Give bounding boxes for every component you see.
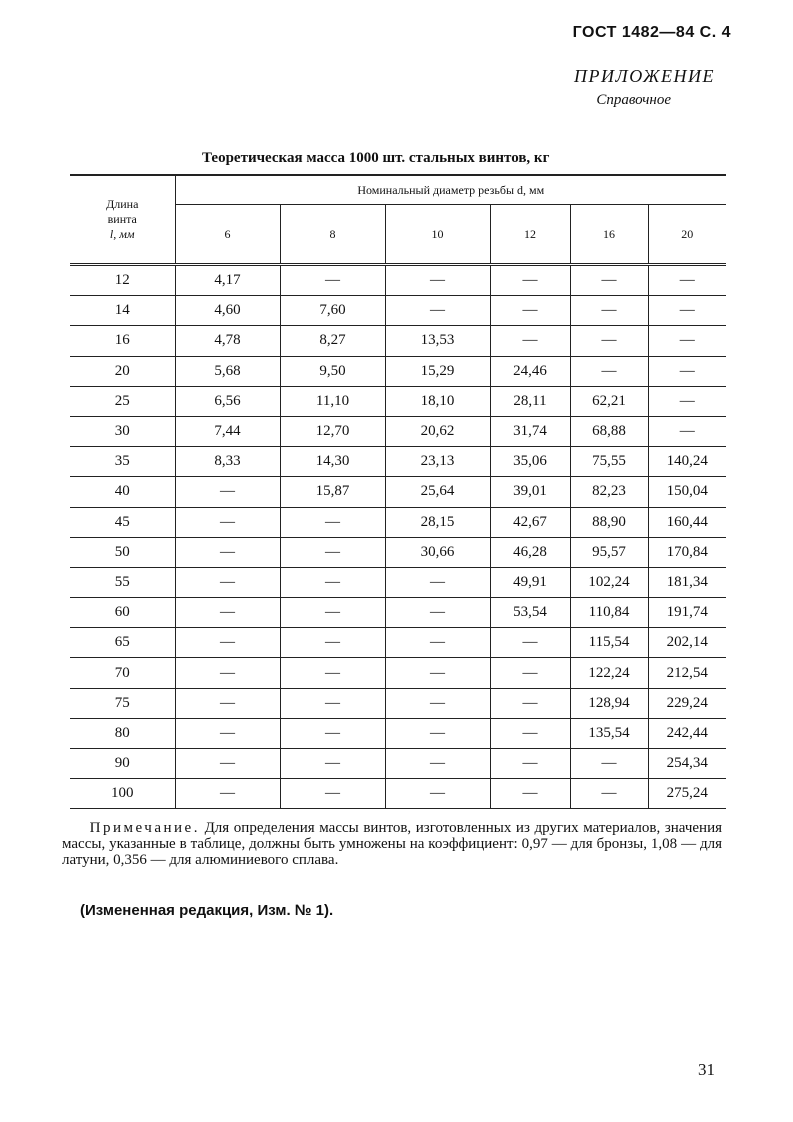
mass-value: 212,54 — [648, 658, 726, 688]
mass-value: 11,10 — [280, 386, 385, 416]
mass-value: 128,94 — [570, 688, 648, 718]
diameter-col-10: 10 — [385, 205, 490, 265]
mass-value: 88,90 — [570, 507, 648, 537]
mass-value: 102,24 — [570, 567, 648, 597]
mass-value: 62,21 — [570, 386, 648, 416]
mass-value: 181,34 — [648, 567, 726, 597]
screw-length: 20 — [70, 356, 175, 386]
screw-length: 90 — [70, 749, 175, 779]
mass-value: 68,88 — [570, 416, 648, 446]
mass-value: 4,78 — [175, 326, 280, 356]
mass-value: — — [175, 658, 280, 688]
mass-value: — — [648, 386, 726, 416]
table-row — [70, 265, 726, 296]
mass-value: — — [175, 718, 280, 748]
mass-value: 28,15 — [385, 507, 490, 537]
mass-value: — — [280, 265, 385, 296]
mass-value: — — [490, 658, 570, 688]
mass-value: — — [280, 537, 385, 567]
mass-value: 4,17 — [175, 265, 280, 296]
mass-value: — — [490, 718, 570, 748]
mass-value: 4,60 — [175, 296, 280, 326]
screw-length: 35 — [70, 447, 175, 477]
mass-value: — — [570, 326, 648, 356]
mass-table — [70, 174, 726, 809]
appendix-type: Справочное — [596, 92, 671, 108]
mass-value: 75,55 — [570, 447, 648, 477]
mass-value: — — [490, 779, 570, 809]
revision-note: (Измененная редакция, Изм. № 1). — [80, 902, 334, 919]
screw-length: 30 — [70, 416, 175, 446]
mass-value: — — [280, 507, 385, 537]
mass-value: 42,67 — [490, 507, 570, 537]
table-row — [70, 688, 726, 718]
mass-value: — — [648, 356, 726, 386]
mass-value: 229,24 — [648, 688, 726, 718]
mass-value: 6,56 — [175, 386, 280, 416]
mass-value: 35,06 — [490, 447, 570, 477]
mass-value: — — [385, 628, 490, 658]
screw-length: 12 — [70, 265, 175, 296]
diameter-col-16: 16 — [570, 205, 648, 265]
screw-length: 45 — [70, 507, 175, 537]
screw-length: 80 — [70, 718, 175, 748]
mass-value: — — [385, 718, 490, 748]
mass-value: 46,28 — [490, 537, 570, 567]
mass-value: — — [385, 265, 490, 296]
table-row — [70, 749, 726, 779]
mass-value: 95,57 — [570, 537, 648, 567]
diameter-col-8: 8 — [280, 205, 385, 265]
mass-value: — — [490, 628, 570, 658]
mass-value: — — [280, 658, 385, 688]
mass-value: — — [385, 296, 490, 326]
screw-length: 55 — [70, 567, 175, 597]
mass-value: — — [280, 628, 385, 658]
mass-value: — — [490, 265, 570, 296]
mass-value: 140,24 — [648, 447, 726, 477]
appendix-title: ПРИЛОЖЕНИЕ — [574, 66, 715, 86]
mass-value: — — [570, 265, 648, 296]
length-header-line3: l, мм — [109, 227, 135, 241]
mass-value: 82,23 — [570, 477, 648, 507]
table-row — [70, 718, 726, 748]
mass-value: — — [648, 296, 726, 326]
mass-value: 7,60 — [280, 296, 385, 326]
mass-value: 39,01 — [490, 477, 570, 507]
mass-value: 20,62 — [385, 416, 490, 446]
length-header — [70, 175, 175, 265]
table-row — [70, 628, 726, 658]
screw-length: 75 — [70, 688, 175, 718]
mass-value: 115,54 — [570, 628, 648, 658]
mass-value: 53,54 — [490, 598, 570, 628]
mass-value: — — [175, 749, 280, 779]
mass-value: — — [385, 658, 490, 688]
mass-value: 12,70 — [280, 416, 385, 446]
table-row — [70, 326, 726, 356]
mass-value: — — [175, 688, 280, 718]
screw-length: 25 — [70, 386, 175, 416]
document-code: ГОСТ 1482—84 С. 4 — [572, 24, 731, 41]
screw-length: 100 — [70, 779, 175, 809]
table-row — [70, 537, 726, 567]
length-header-line1: Длина — [106, 197, 139, 211]
mass-value: — — [175, 628, 280, 658]
mass-value: 254,34 — [648, 749, 726, 779]
mass-value: — — [385, 598, 490, 628]
table-row — [70, 296, 726, 326]
note-text: Для определения массы винтов, изготовленных из других материалов, значения массы, указанные в таблице, должны быть умножены на коэффициент: 0,97 — для бронзы, 1,08 — для латуни, 0,356 — для алюминиевого сплава. — [62, 820, 722, 868]
screw-length: 16 — [70, 326, 175, 356]
note-label: Примечание. — [89, 820, 200, 836]
mass-value: 49,91 — [490, 567, 570, 597]
mass-value: 23,13 — [385, 447, 490, 477]
mass-value: — — [280, 779, 385, 809]
mass-value: — — [490, 688, 570, 718]
mass-value: — — [175, 567, 280, 597]
mass-value: — — [490, 326, 570, 356]
mass-value: — — [570, 296, 648, 326]
screw-length: 14 — [70, 296, 175, 326]
mass-value: — — [570, 779, 648, 809]
mass-value: — — [280, 688, 385, 718]
diameter-col-12: 12 — [490, 205, 570, 265]
table-row — [70, 779, 726, 809]
mass-value: 150,04 — [648, 477, 726, 507]
diameter-header: Номинальный диаметр резьбы d, мм — [175, 175, 726, 205]
mass-value: — — [280, 567, 385, 597]
table-row — [70, 658, 726, 688]
mass-value: 110,84 — [570, 598, 648, 628]
mass-value: 7,44 — [175, 416, 280, 446]
mass-value: 9,50 — [280, 356, 385, 386]
mass-value: — — [280, 718, 385, 748]
mass-value: — — [490, 296, 570, 326]
page-number: 31 — [698, 1060, 715, 1079]
mass-value: 170,84 — [648, 537, 726, 567]
table-row — [70, 416, 726, 446]
table-row — [70, 507, 726, 537]
mass-value: 31,74 — [490, 416, 570, 446]
mass-value: — — [385, 688, 490, 718]
mass-value: 8,27 — [280, 326, 385, 356]
screw-length: 60 — [70, 598, 175, 628]
mass-value: — — [280, 598, 385, 628]
mass-value: 242,44 — [648, 718, 726, 748]
screw-length: 65 — [70, 628, 175, 658]
mass-value: — — [570, 749, 648, 779]
mass-value: 18,10 — [385, 386, 490, 416]
mass-value: 160,44 — [648, 507, 726, 537]
mass-value: 5,68 — [175, 356, 280, 386]
table-title: Теоретическая масса 1000 шт. стальных винтов, кг — [202, 150, 550, 166]
mass-value: 122,24 — [570, 658, 648, 688]
mass-value: — — [648, 416, 726, 446]
mass-value: 15,87 — [280, 477, 385, 507]
table-row — [70, 356, 726, 386]
mass-value: — — [385, 567, 490, 597]
table-row — [70, 567, 726, 597]
mass-value: — — [175, 598, 280, 628]
mass-value: 15,29 — [385, 356, 490, 386]
mass-value: — — [175, 477, 280, 507]
mass-value: 30,66 — [385, 537, 490, 567]
mass-value: 13,53 — [385, 326, 490, 356]
table-row — [70, 598, 726, 628]
length-header-line2: винта — [107, 212, 137, 226]
screw-length: 50 — [70, 537, 175, 567]
mass-value: — — [280, 749, 385, 779]
mass-value: — — [490, 749, 570, 779]
mass-value: 28,11 — [490, 386, 570, 416]
mass-value: — — [175, 537, 280, 567]
table-row — [70, 477, 726, 507]
mass-value: 135,54 — [570, 718, 648, 748]
mass-value: 24,46 — [490, 356, 570, 386]
mass-value: 8,33 — [175, 447, 280, 477]
screw-length: 40 — [70, 477, 175, 507]
mass-value: — — [648, 326, 726, 356]
mass-value: — — [648, 265, 726, 296]
mass-value: — — [385, 749, 490, 779]
mass-value: 202,14 — [648, 628, 726, 658]
mass-value: — — [175, 507, 280, 537]
mass-value: 275,24 — [648, 779, 726, 809]
screw-length: 70 — [70, 658, 175, 688]
table-row — [70, 447, 726, 477]
mass-value: 14,30 — [280, 447, 385, 477]
note — [62, 820, 722, 868]
mass-value: 25,64 — [385, 477, 490, 507]
mass-value: — — [385, 779, 490, 809]
mass-value: — — [570, 356, 648, 386]
mass-value: — — [175, 779, 280, 809]
diameter-col-6: 6 — [175, 205, 280, 265]
table-row — [70, 386, 726, 416]
mass-value: 191,74 — [648, 598, 726, 628]
diameter-col-20: 20 — [648, 205, 726, 265]
